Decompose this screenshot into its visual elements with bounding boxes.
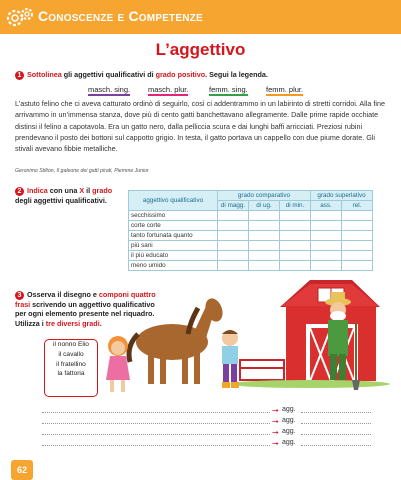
exercise1-text: L’astuto felino che ci aveva catturato ordinò di seguirlo, così ci addentrammo in un labirinto di stretti corridoi. Alla fine arrivammo in un’immensa stanza, dove più di cento gatti banchettavano allegramente. Dalle prime rapide occhiate distinsi il felino a capotavola. Era un gatto nero, dalla pelliccia scura e dai lunghi baffi arricciati. Preziosi rubini prendevano il posto dei bottoni sul cappotto grigio. In testa, il gatto portava un cappello con due piume dorate. Gli stivali avevano fibbie metalliche. — [15, 99, 385, 154]
gears-icon — [6, 6, 36, 28]
arrow-icon: ➞ — [272, 439, 279, 448]
exercise1-number: 1 — [15, 71, 24, 80]
agg-label: agg. — [282, 428, 296, 435]
answer-cell[interactable] — [249, 211, 280, 221]
ex3-componi: componi quattro frasi — [15, 290, 156, 309]
ex2-t1: con una — [47, 186, 80, 195]
row-adjective: il più educato — [129, 251, 218, 261]
table-row — [129, 231, 373, 241]
boy-image — [222, 330, 239, 388]
exercise1-source: Geronimo Stilton, Il galeone dei gatti pirati, Piemme Junior — [15, 168, 149, 174]
answer-line[interactable] — [42, 427, 372, 438]
table-row — [129, 221, 373, 231]
ex2-grado: grado — [92, 186, 113, 195]
answer-cell[interactable] — [249, 221, 280, 231]
answer-cell[interactable] — [280, 231, 311, 241]
ex1-grado: grado positivo — [155, 70, 206, 79]
table-sub-header: di ug. — [249, 201, 280, 211]
table-sub-header: di magg. — [218, 201, 249, 211]
ex2-verb: Indica — [27, 186, 48, 195]
row-adjective: secchissimo — [129, 211, 218, 221]
header-wave — [0, 30, 401, 38]
answer-cell[interactable] — [342, 241, 373, 251]
grade-table — [128, 190, 373, 271]
page-number: 62 — [11, 460, 33, 480]
girl-image — [106, 336, 130, 392]
answer-cell[interactable] — [311, 241, 342, 251]
ex1-verb: Sottolinea — [27, 70, 62, 79]
answer-cell[interactable] — [218, 211, 249, 221]
answer-cell[interactable] — [342, 251, 373, 261]
exercise2-instruction — [15, 186, 123, 205]
section-title: Conoscenze e Competenze — [38, 8, 203, 24]
table-row — [129, 241, 373, 251]
legend-masch-plur: masch. plur. — [148, 85, 189, 94]
answer-cell[interactable] — [280, 251, 311, 261]
ex2-t3: degli aggettivi qualificativi. — [15, 195, 107, 205]
table-sub-header: rel. — [342, 201, 373, 211]
row-adjective: più sani — [129, 241, 218, 251]
legend-femm-sing: femm. sing. — [209, 85, 248, 94]
answer-cell[interactable] — [218, 231, 249, 241]
table-sub-header: ass. — [311, 201, 342, 211]
box-item: il cavallo — [58, 350, 84, 358]
arrow-icon: ➞ — [272, 406, 279, 415]
table-group-superlativo: grado superlativo — [311, 191, 373, 201]
horse-image — [129, 296, 226, 384]
arrow-icon: ➞ — [272, 417, 279, 426]
answer-cell[interactable] — [342, 211, 373, 221]
answer-cell[interactable] — [249, 251, 280, 261]
ex3-t3: . — [99, 318, 102, 328]
answer-cell[interactable] — [311, 231, 342, 241]
answer-cell[interactable] — [249, 241, 280, 251]
answer-cell[interactable] — [311, 221, 342, 231]
answer-cell[interactable] — [280, 241, 311, 251]
answer-cell[interactable] — [311, 211, 342, 221]
arrow-icon: ➞ — [272, 428, 279, 437]
exercise3-number: 3 — [15, 291, 24, 300]
exercise1-instruction — [15, 70, 395, 80]
box-item: il fratellino — [56, 360, 86, 368]
answer-cell[interactable] — [342, 221, 373, 231]
table-group-comparativo: grado comparativo — [218, 191, 311, 201]
answer-line[interactable] — [42, 438, 372, 449]
row-adjective: tanto fortunata quanto — [129, 231, 218, 241]
answer-line[interactable] — [42, 405, 372, 416]
table-row — [129, 251, 373, 261]
answer-line[interactable] — [42, 416, 372, 427]
ex3-gradi: tre diversi gradi — [45, 318, 100, 328]
table-sub-header: di min. — [280, 201, 311, 211]
farm-illustration — [90, 262, 390, 402]
table-col-header: aggettivo qualificativo — [129, 191, 218, 211]
ex1-text: gli aggettivi qualificativi di — [61, 70, 156, 79]
legend-masch-sing: masch. sing. — [88, 85, 131, 94]
exercise2-number: 2 — [15, 187, 24, 196]
answer-cell[interactable] — [218, 251, 249, 261]
ex2-x: X — [79, 186, 85, 195]
agg-label: agg. — [282, 406, 296, 413]
legend-femm-plur: femm. plur. — [266, 85, 304, 94]
answer-cell[interactable] — [249, 231, 280, 241]
ex1-text-end: . Segui la legenda. — [205, 70, 268, 79]
answer-cell[interactable] — [280, 221, 311, 231]
row-adjective: corte corte — [129, 221, 218, 231]
answer-cell[interactable] — [280, 211, 311, 221]
agg-label: agg. — [282, 439, 296, 446]
answer-cell[interactable] — [218, 221, 249, 231]
box-item: il nonno Elio — [53, 341, 89, 348]
barn-image — [230, 280, 390, 388]
ex3-t2: scrivendo un aggettivo qualificativo per ogni elemento presente nel riquadro. Utilizza i — [15, 299, 155, 328]
answer-lines — [42, 405, 372, 449]
elements-box — [44, 339, 98, 397]
answer-cell[interactable] — [218, 241, 249, 251]
page-title: L’aggettivo — [155, 40, 246, 59]
ex3-t1: Osserva il disegno e — [27, 290, 99, 299]
box-item: la fattoria — [57, 370, 85, 378]
answer-cell[interactable] — [311, 251, 342, 261]
agg-label: agg. — [282, 417, 296, 424]
ex2-t2: il — [84, 186, 93, 195]
row-adjective: meno umido — [129, 261, 218, 271]
table-row — [129, 211, 373, 221]
answer-cell[interactable] — [342, 231, 373, 241]
